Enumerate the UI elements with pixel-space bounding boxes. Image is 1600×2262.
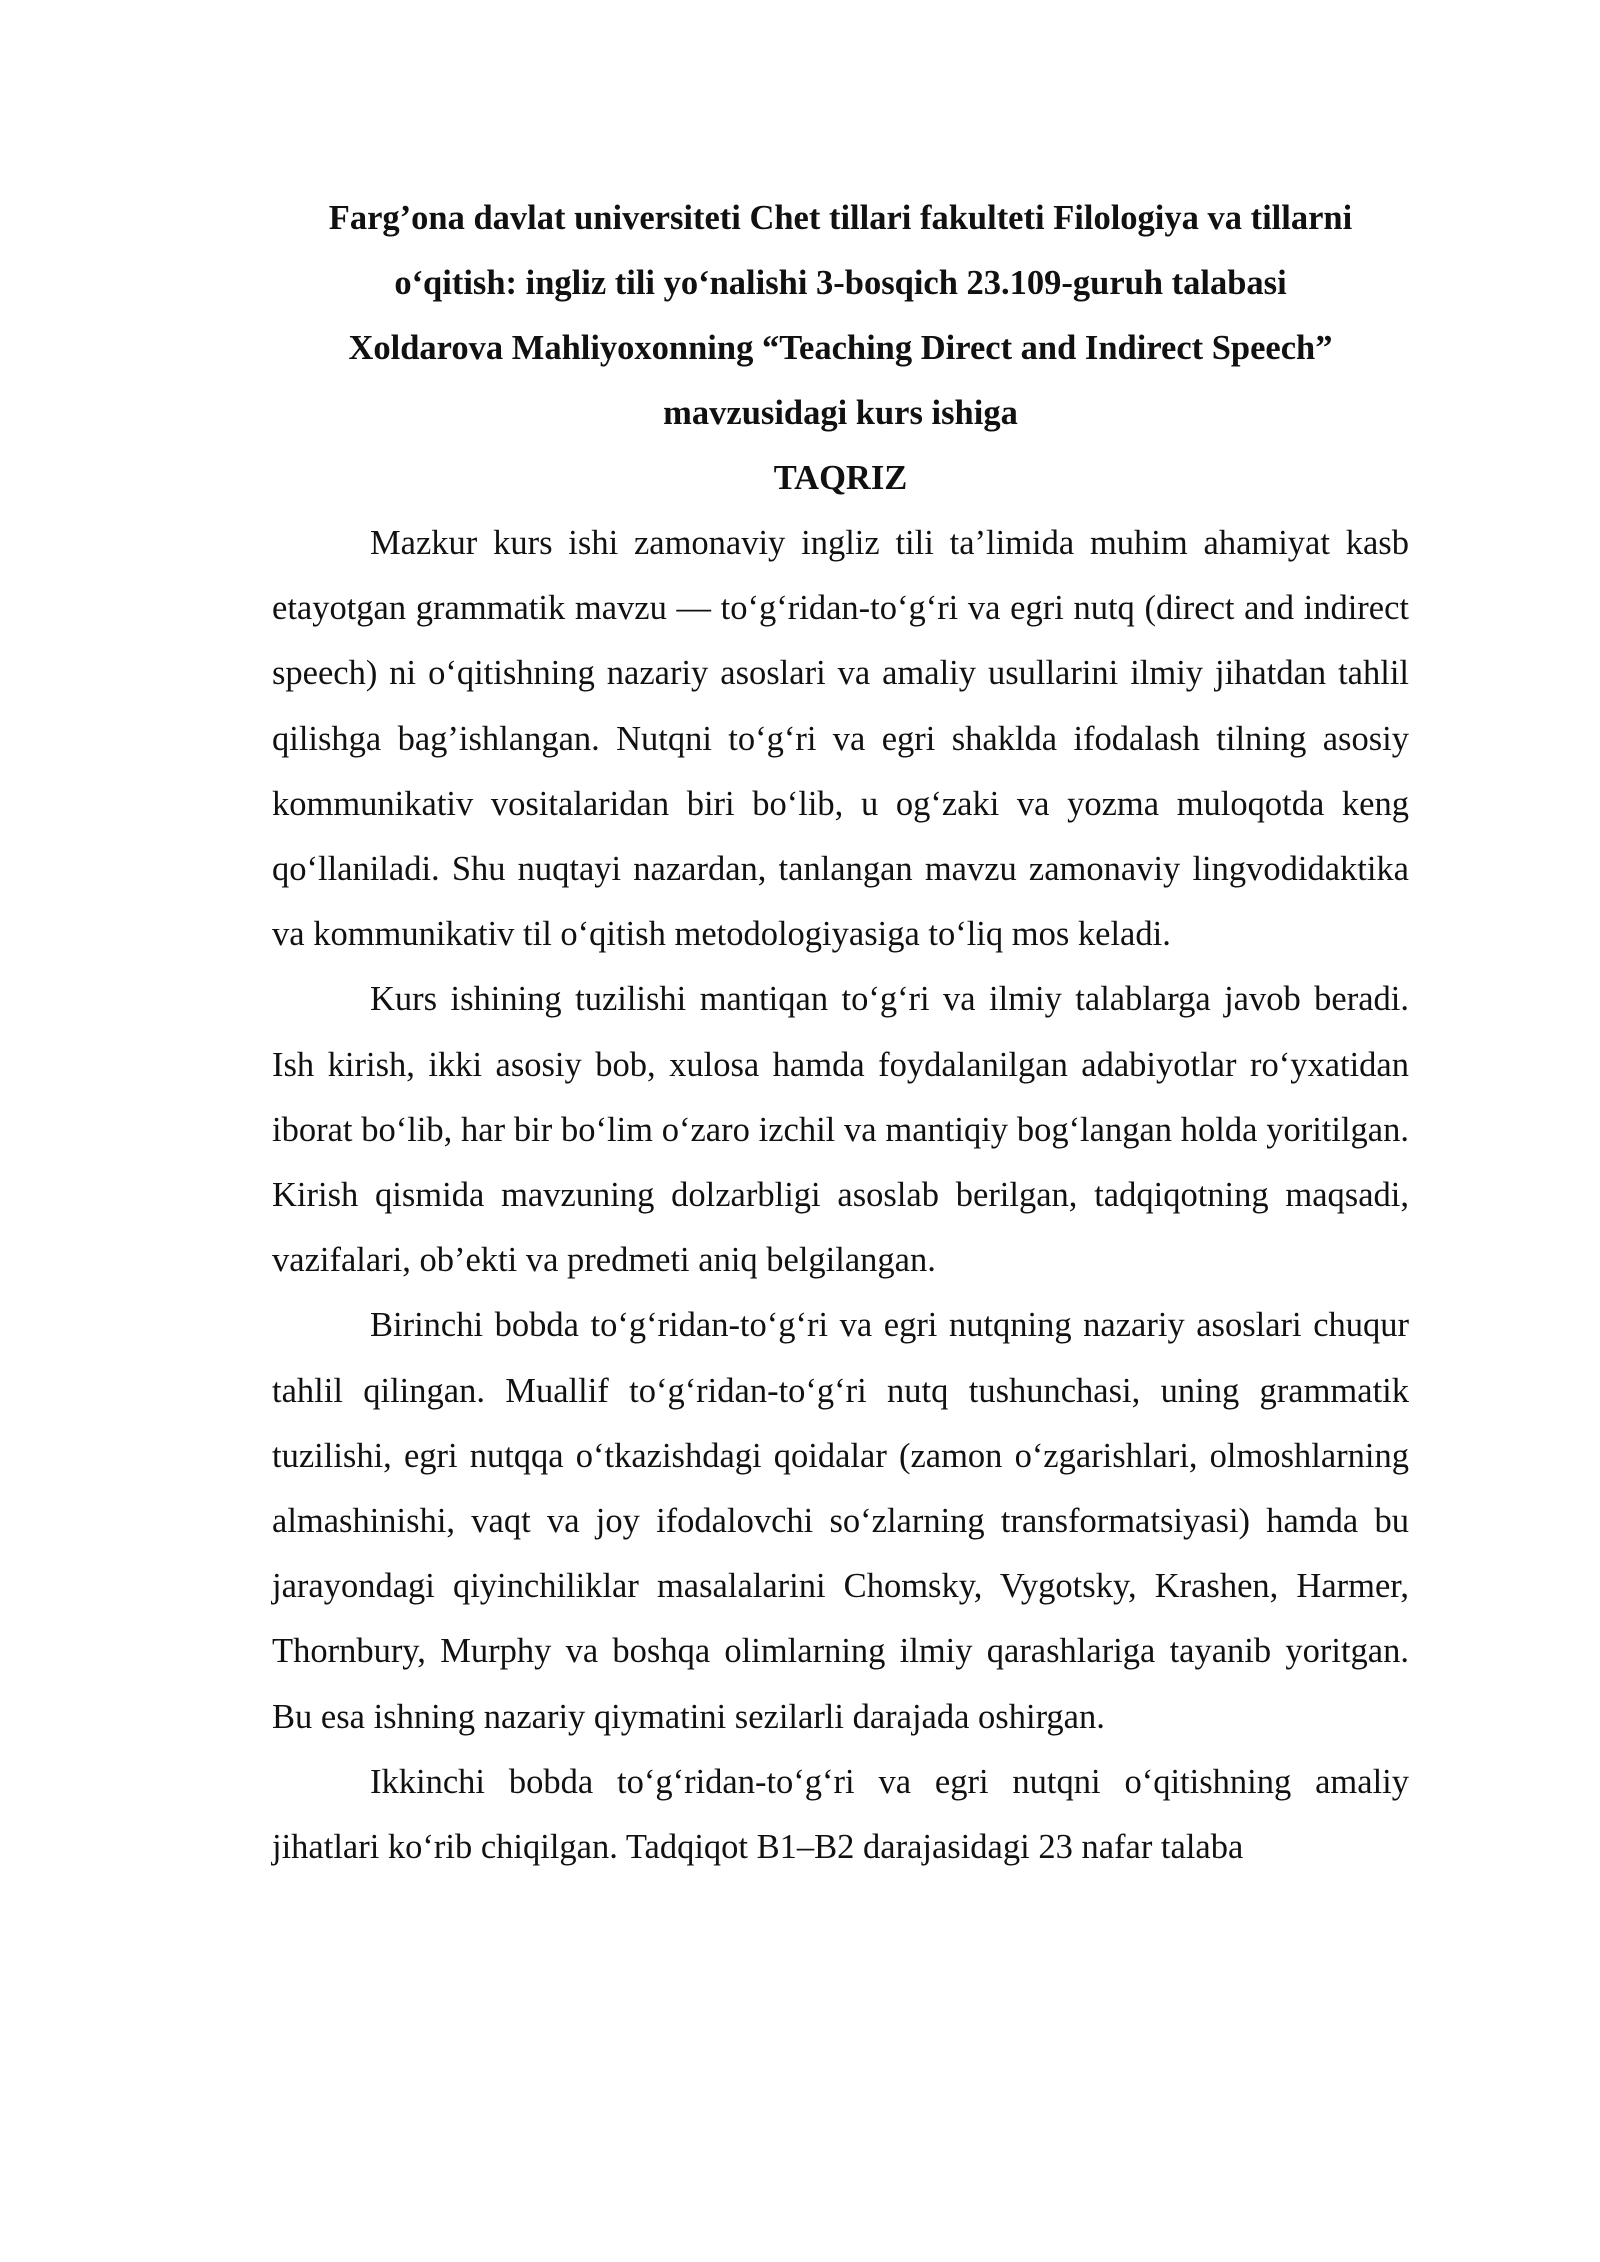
document-heading	[272, 186, 1409, 446]
paragraph: Kurs ishining tuzilishi mantiqan to‘g‘ri va ilmiy talablarga javob beradi. Ish kirish, ikki asosiy bob, xulosa hamda foydalanilgan adabiyotlar ro‘yxatidan iborat bo‘lib, har bir bo‘lim o‘zaro izchil va mantiqiy bog‘langan holda yoritilgan. Kirish qismida mavzuning dolzarbligi asoslab berilgan, tadqiqotning maqsadi, vazifalari, ob’ekti va predmeti aniq belgilangan.	[272, 980, 1409, 1280]
document-body	[272, 186, 1409, 1880]
heading-line: Xoldarova Mahliyoxonning “Teaching Direct and Indirect Speech”	[348, 329, 1333, 367]
heading-line: Farg’ona davlat universiteti Chet tillari fakulteti Filologiya va tillarni	[328, 199, 1353, 237]
paragraph: Mazkur kurs ishi zamonaviy ingliz tili ta’limida muhim ahamiyat kasb etayotgan grammatik mavzu — to‘g‘ridan-to‘g‘ri va egri nutq (direct and indirect speech) ni o‘qitishning nazariy asoslari va amaliy usullarini ilmiy jihatdan tahlil qilishga bag’ishlangan. Nutqni to‘g‘ri va egri shaklda ifodalash tilning asosiy kommunikativ vositalaridan biri bo‘lib, u og‘zaki va yozma muloqotda keng qo‘llaniladi. Shu nuqtayi nazardan, tanlangan mavzu zamonaviy lingvodidaktika va kommunikativ til o‘qitish metodologiyasiga to‘liq mos keladi.	[272, 524, 1409, 954]
heading-line: mavzusidagi kurs ishiga	[663, 394, 1018, 432]
paragraph: Birinchi bobda to‘g‘ridan-to‘g‘ri va egri nutqning nazariy asoslari chuqur tahlil qilingan. Muallif to‘g‘ridan-to‘g‘ri nutq tushunchasi, uning grammatik tuzilishi, egri nutqqa o‘tkazishdagi qoidalar (zamon o‘zgarishlari, olmoshlarning almashinishi, vaqt va joy ifodalovchi so‘zlarning transformatsiyasi) hamda bu jarayondagi qiyinchiliklar masalalarini Chomsky, Vygotsky, Krashen, Harmer, Thornbury, Murphy va boshqa olimlarning ilmiy qarashlariga tayanib yoritgan. Bu esa ishning nazariy qiymatini sezilarli darajada oshirgan.	[272, 1306, 1409, 1736]
paragraph: Ikkinchi bobda to‘g‘ridan-to‘g‘ri va egri nutqni o‘qitishning amaliy jihatlari ko‘rib chiqilgan. Tadqiqot B1–B2 darajasidagi 23 nafar talaba	[272, 1762, 1409, 1867]
heading-line: o‘qitish: ingliz tili yo‘nalishi 3-bosqich 23.109-guruh talabasi	[394, 264, 1287, 302]
document-title: TAQRIZ	[773, 459, 908, 497]
